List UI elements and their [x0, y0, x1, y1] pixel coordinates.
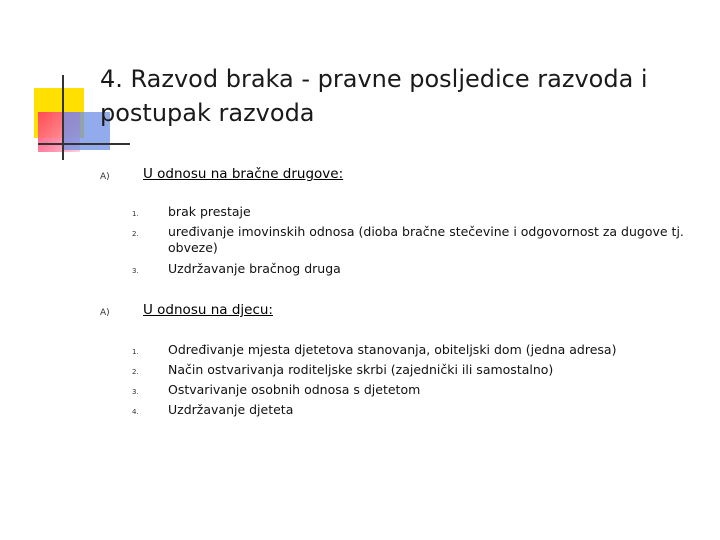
item-text: Uzdržavanje djeteta — [168, 402, 294, 417]
section-heading: U odnosu na bračne drugove: — [143, 166, 344, 182]
section-marker: A) — [100, 172, 110, 182]
section-heading: U odnosu na djecu: — [143, 302, 273, 318]
item-text: Način ostvarivanja roditeljske skrbi (zajednički ili samostalno) — [168, 362, 554, 377]
item-number: 1. — [132, 348, 139, 356]
slide-title: 4. Razvod braka - pravne posljedice razvoda i postupak razvoda — [100, 65, 648, 127]
vertical-line-decoration — [62, 75, 64, 160]
item-number: 4. — [132, 408, 139, 416]
item-number: 2. — [132, 230, 139, 238]
item-number: 3. — [132, 267, 139, 275]
item-number: 3. — [132, 388, 139, 396]
section-marker: A) — [100, 308, 110, 318]
item-text: uređivanje imovinskih odnosa (dioba bračne stečevine i odgovornost za dugove tj. obveze) — [168, 224, 684, 255]
item-number: 1. — [132, 210, 139, 218]
horizontal-line-decoration — [38, 143, 130, 145]
item-text: Uzdržavanje bračnog druga — [168, 261, 341, 276]
item-text: Određivanje mjesta djetetova stanovanja, obiteljski dom (jedna adresa) — [168, 342, 617, 357]
item-text: brak prestaje — [168, 204, 251, 219]
item-text: Ostvarivanje osobnih odnosa s djetetom — [168, 382, 421, 397]
item-number: 2. — [132, 368, 139, 376]
